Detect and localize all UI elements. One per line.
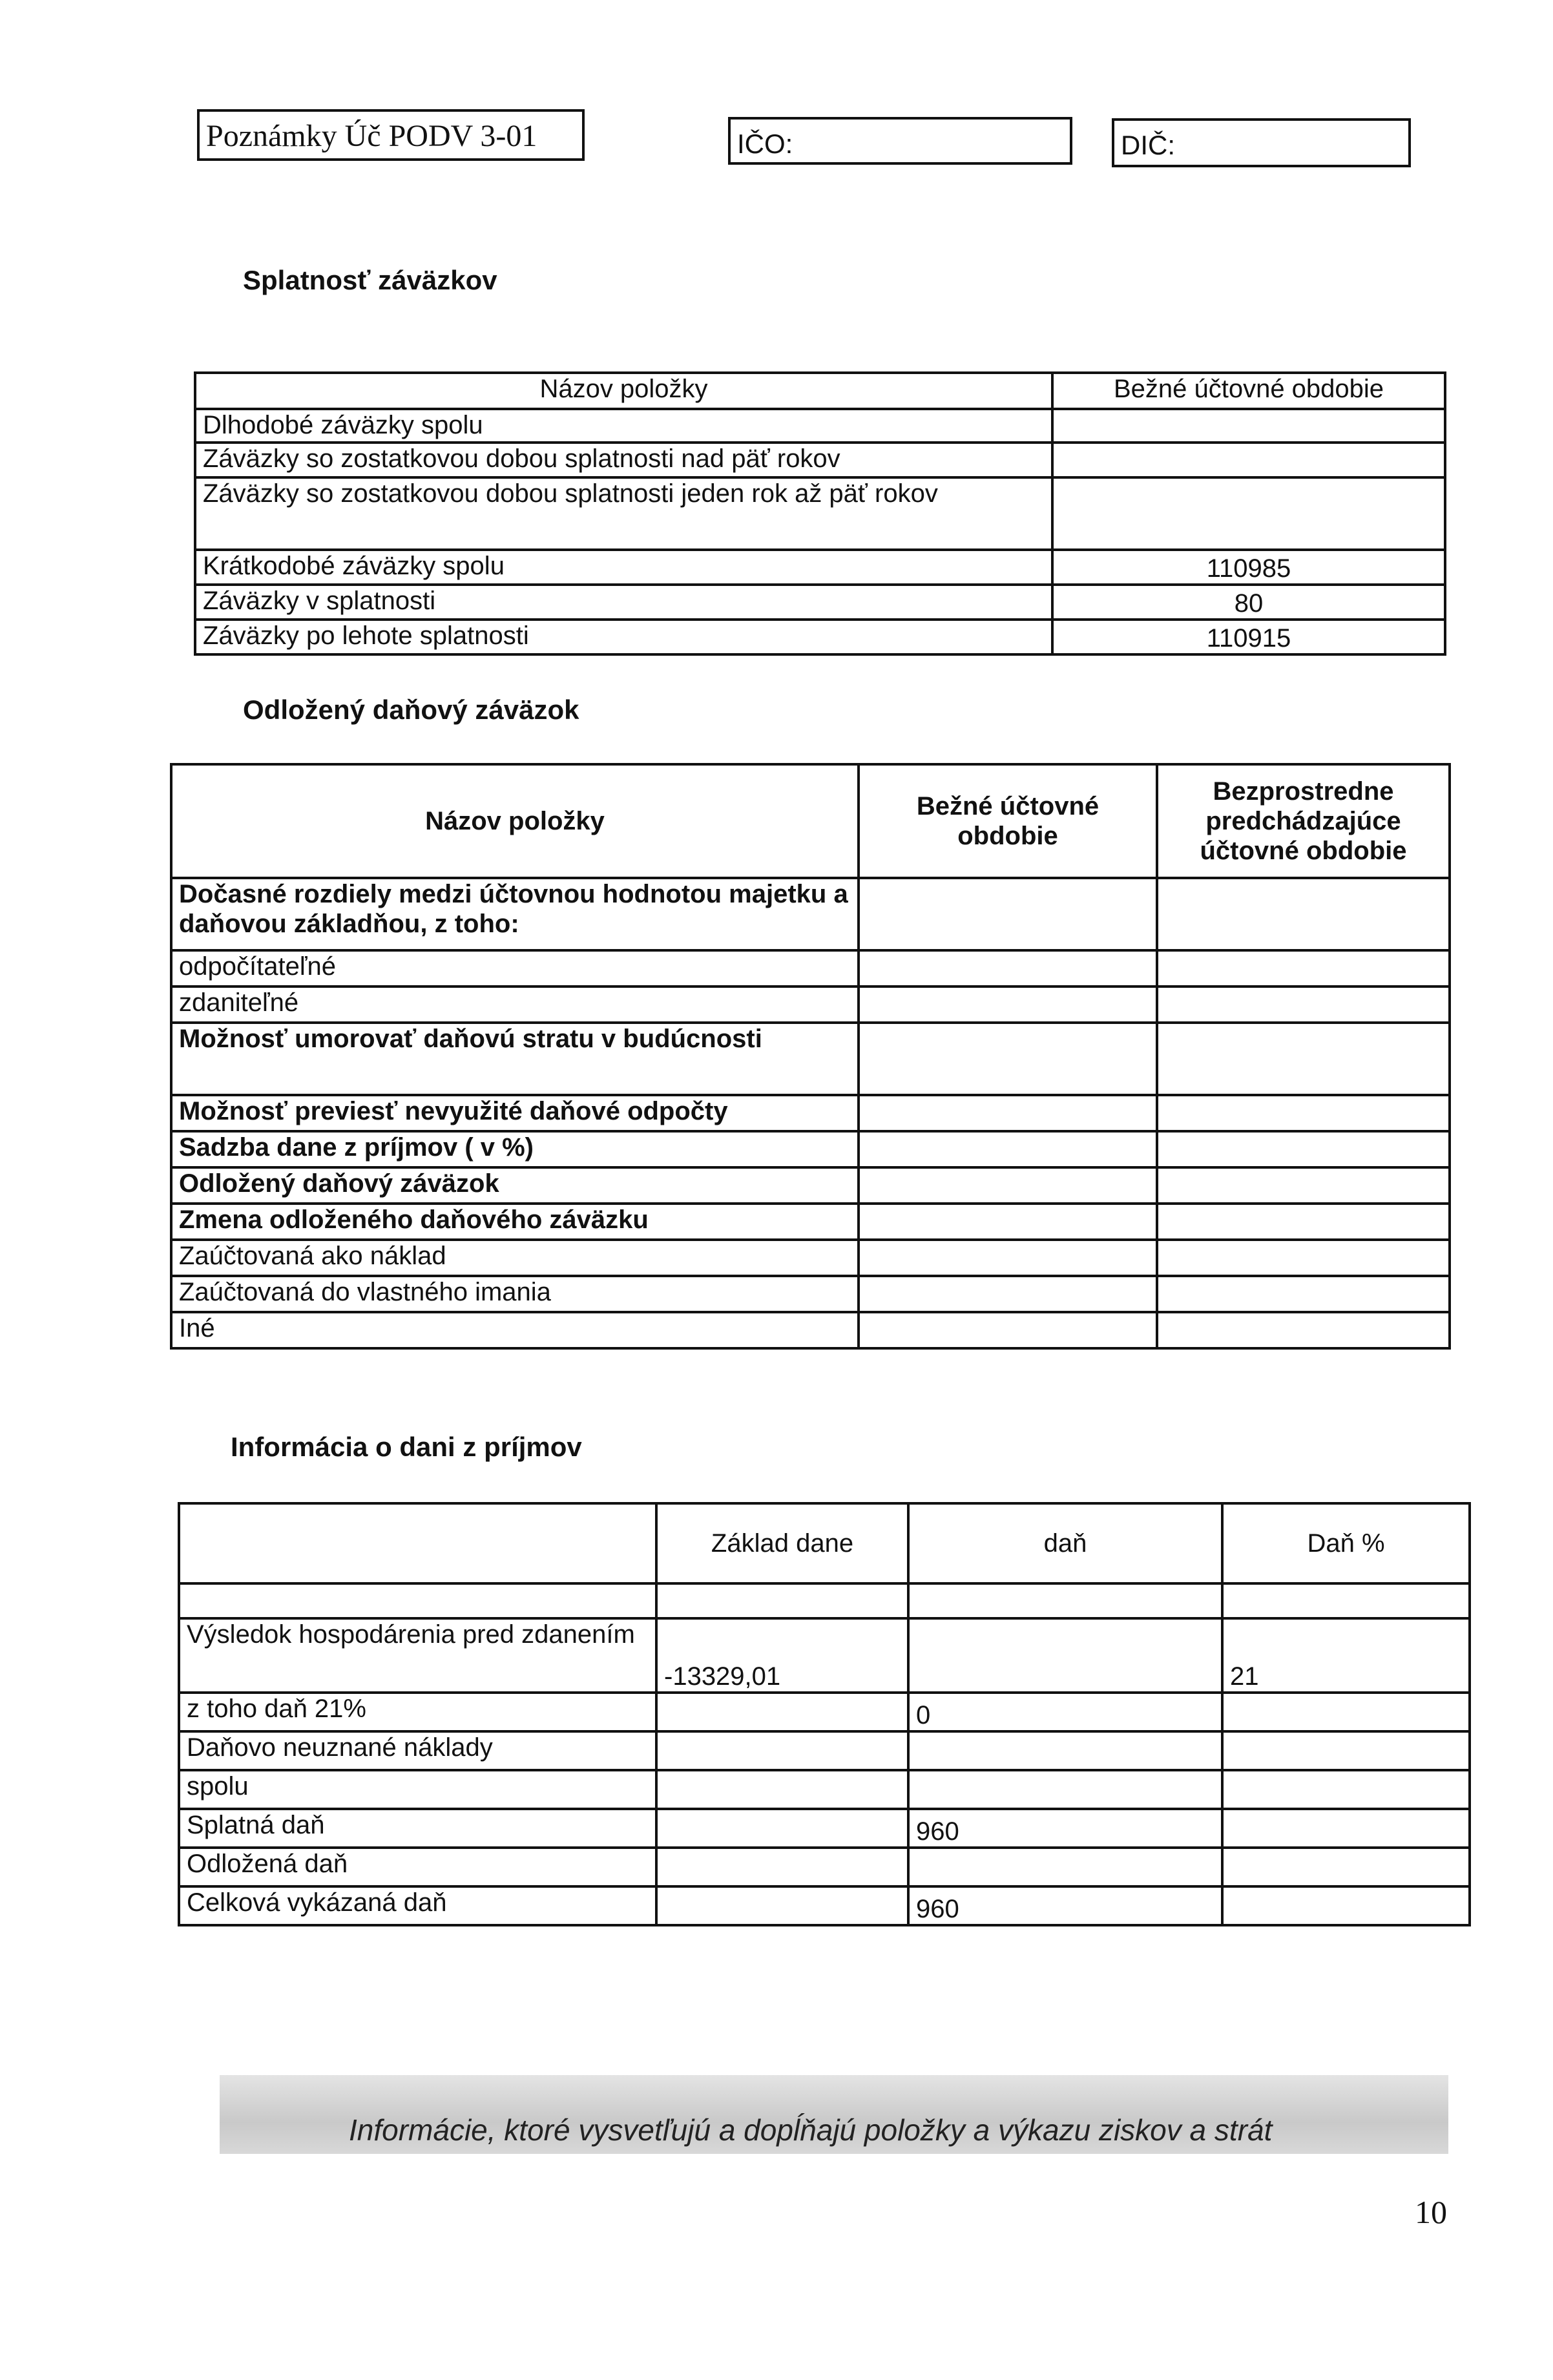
table-row: [171, 1131, 1450, 1167]
footer-banner: [220, 2075, 1448, 2154]
cell-value: [1052, 477, 1445, 550]
table-row: [195, 550, 1445, 585]
cell-value: [1052, 409, 1445, 443]
cell-value: [1157, 1131, 1450, 1167]
column-header: Bežné účtovné obdobie: [1052, 373, 1445, 409]
cell-value: 0: [908, 1693, 1222, 1731]
table-row: [195, 620, 1445, 654]
income-tax-table: [178, 1502, 1471, 1926]
cell-value: [908, 1770, 1222, 1809]
row-label: Iné: [171, 1312, 859, 1348]
table-row: [171, 1276, 1450, 1312]
cell-value: [1157, 1312, 1450, 1348]
cell-value: [656, 1583, 908, 1618]
footer-banner-text: Informácie, ktoré vysvetľujú a dopĺňajú položky a výkazu ziskov a strát: [349, 2113, 1273, 2147]
table-row: [179, 1731, 1470, 1770]
cell-value: [1052, 443, 1445, 477]
cell-value: [656, 1693, 908, 1731]
cell-value: [1222, 1693, 1470, 1731]
row-label: Zmena odloženého daňového záväzku: [171, 1204, 859, 1240]
cell-value: [656, 1731, 908, 1770]
cell-value: [908, 1731, 1222, 1770]
cell-value: [1222, 1809, 1470, 1848]
cell-value: [1157, 878, 1450, 950]
table-header-row: [195, 373, 1445, 409]
column-header: daň: [908, 1503, 1222, 1583]
table-row: [171, 878, 1450, 950]
dic-label: DIČ:: [1121, 130, 1175, 160]
table-row: [179, 1583, 1470, 1618]
row-label: Celková vykázaná daň: [179, 1886, 656, 1925]
column-header: [179, 1503, 656, 1583]
row-label: Odložená daň: [179, 1848, 656, 1886]
row-label: [179, 1583, 656, 1618]
ico-field: [728, 117, 1072, 165]
cell-value: 960: [908, 1886, 1222, 1925]
table-row: [179, 1770, 1470, 1809]
cell-value: [1157, 1095, 1450, 1131]
cell-value: [1222, 1848, 1470, 1886]
cell-value: 110915: [1052, 620, 1445, 654]
row-label: Záväzky v splatnosti: [195, 585, 1052, 620]
column-header: Názov položky: [171, 764, 859, 878]
cell-value: 80: [1052, 585, 1445, 620]
cell-value: [859, 1023, 1157, 1095]
cell-value: [859, 986, 1157, 1023]
row-label: zdaniteľné: [171, 986, 859, 1023]
column-header: Základ dane: [656, 1503, 908, 1583]
cell-value: [859, 1131, 1157, 1167]
cell-value: [908, 1848, 1222, 1886]
cell-value: [908, 1618, 1222, 1693]
cell-value: [1222, 1770, 1470, 1809]
row-label: Splatná daň: [179, 1809, 656, 1848]
section-title-deferred-tax: Odložený daňový záväzok: [243, 694, 579, 725]
row-label: Záväzky so zostatkovou dobou splatnosti jeden rok až päť rokov: [195, 477, 1052, 550]
cell-value: [859, 878, 1157, 950]
cell-value: [859, 950, 1157, 986]
table-header-row: [179, 1503, 1470, 1583]
cell-value: [1157, 1240, 1450, 1276]
cell-value: 960: [908, 1809, 1222, 1848]
cell-value: [859, 1276, 1157, 1312]
cell-value: [908, 1583, 1222, 1618]
cell-value: [1222, 1886, 1470, 1925]
column-header: Daň %: [1222, 1503, 1470, 1583]
table-row: [179, 1809, 1470, 1848]
table-row: [195, 477, 1445, 550]
table-row: [171, 1023, 1450, 1095]
column-header: Názov položky: [195, 373, 1052, 409]
deferred-tax-table: [170, 763, 1451, 1350]
cell-value: [1157, 1276, 1450, 1312]
row-label: Dlhodobé záväzky spolu: [195, 409, 1052, 443]
row-label: odpočítateľné: [171, 950, 859, 986]
column-header: Bezprostredne predchádzajúce účtovné obdobie: [1157, 764, 1450, 878]
table-row: [171, 1095, 1450, 1131]
cell-value: [859, 1312, 1157, 1348]
row-label: Zaúčtovaná do vlastného imania: [171, 1276, 859, 1312]
row-label: Krátkodobé záväzky spolu: [195, 550, 1052, 585]
cell-value: [656, 1809, 908, 1848]
cell-value: [656, 1886, 908, 1925]
table-row: [171, 1312, 1450, 1348]
row-label: Záväzky po lehote splatnosti: [195, 620, 1052, 654]
row-label: Záväzky so zostatkovou dobou splatnosti nad päť rokov: [195, 443, 1052, 477]
row-label: Daňovo neuznané náklady: [179, 1731, 656, 1770]
row-label: Možnosť umorovať daňovú stratu v budúcnosti: [171, 1023, 859, 1095]
table-row: [171, 1204, 1450, 1240]
table-row: [171, 1240, 1450, 1276]
cell-value: [859, 1095, 1157, 1131]
cell-value: 110985: [1052, 550, 1445, 585]
table-row: [195, 443, 1445, 477]
section-title-income-tax: Informácia o dani z príjmov: [231, 1432, 582, 1462]
row-label: z toho daň 21%: [179, 1693, 656, 1731]
row-label: spolu: [179, 1770, 656, 1809]
table-row: [171, 986, 1450, 1023]
cell-value: [1157, 1023, 1450, 1095]
form-label: Poznámky Úč PODV 3-01: [206, 119, 537, 153]
section-title-splatnost: Splatnosť záväzkov: [243, 265, 497, 295]
row-label: Možnosť previesť nevyužité daňové odpočty: [171, 1095, 859, 1131]
table-row: [179, 1848, 1470, 1886]
table-header-row: [171, 764, 1450, 878]
cell-value: [859, 1240, 1157, 1276]
row-label: Odložený daňový záväzok: [171, 1167, 859, 1204]
cell-value: [1222, 1583, 1470, 1618]
cell-value: -13329,01: [656, 1618, 908, 1693]
page-number: 10: [1415, 2194, 1447, 2230]
cell-value: [1222, 1731, 1470, 1770]
form-label-box: [197, 109, 585, 161]
table-row: [171, 1167, 1450, 1204]
ico-label: IČO:: [737, 129, 793, 159]
row-label: Dočasné rozdiely medzi účtovnou hodnotou majetku a daňovou základňou, z toho:: [171, 878, 859, 950]
table-row: [179, 1886, 1470, 1925]
table-row: [195, 585, 1445, 620]
cell-value: [656, 1848, 908, 1886]
dic-field: [1112, 118, 1411, 167]
cell-value: [1157, 1204, 1450, 1240]
row-label: Výsledok hospodárenia pred zdanením: [179, 1618, 656, 1693]
liabilities-maturity-table: [194, 371, 1446, 656]
cell-value: 21: [1222, 1618, 1470, 1693]
cell-value: [859, 1204, 1157, 1240]
table-row: [179, 1693, 1470, 1731]
column-header: Bežné účtovné obdobie: [859, 764, 1157, 878]
cell-value: [1157, 1167, 1450, 1204]
table-row: [179, 1618, 1470, 1693]
table-row: [195, 409, 1445, 443]
cell-value: [1157, 986, 1450, 1023]
row-label: Zaúčtovaná ako náklad: [171, 1240, 859, 1276]
table-row: [171, 950, 1450, 986]
cell-value: [1157, 950, 1450, 986]
row-label: Sadzba dane z príjmov ( v %): [171, 1131, 859, 1167]
cell-value: [656, 1770, 908, 1809]
cell-value: [859, 1167, 1157, 1204]
